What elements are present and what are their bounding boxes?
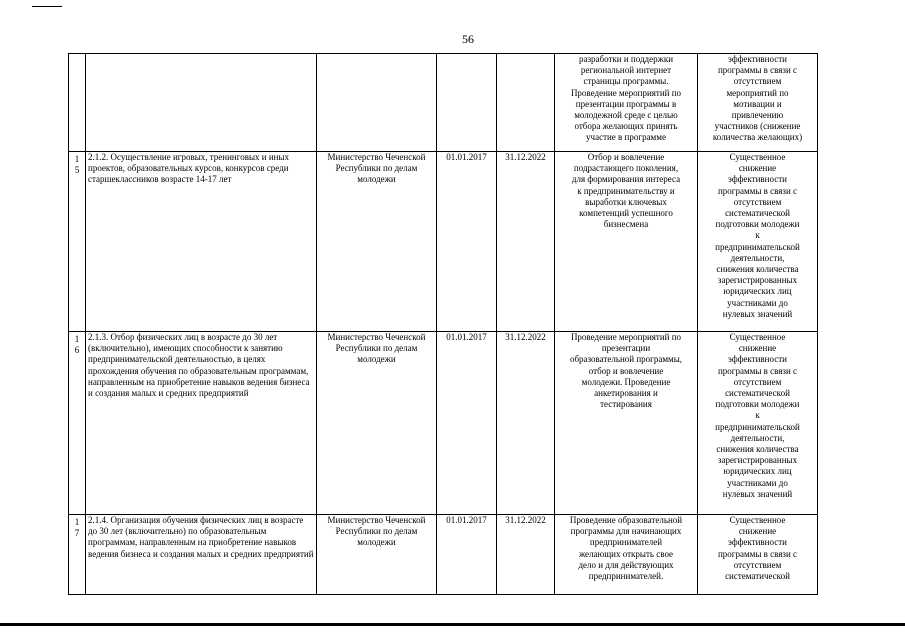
row-number [69,152,86,332]
actions-cell-line: молодежи. Проведение [581,376,671,387]
consequences-cell-line: снижение [738,526,777,537]
actions-cell-line: отбора желающих принять [574,121,678,132]
actions-cell [555,54,698,152]
actions-cell-line: дело и для действующих [578,559,674,570]
activity-cell: 2.1.2. Осуществление игровых, тренинговых и иных проектов, образовательных курсов, конкурсов среди старшеклассников возрасте 14-17 лет [86,152,317,332]
consequences-cell-line: привлечению [731,110,784,121]
actions-cell-line: к предпринимательству и [577,185,675,196]
consequences-cell-line: подготовки молодежи [715,219,800,230]
start-date-cell [437,54,497,152]
consequences-cell-line: деятельности, [730,432,785,443]
actions-cell-line: участие в программе [586,132,666,143]
table-row [69,54,818,152]
consequences-cell-line: снижение [738,163,777,174]
consequences-cell-line: снижения количества [716,444,799,455]
consequences-cell-line: деятельности, [730,252,785,263]
consequences-cell-line: снижения количества [716,264,799,275]
consequences-cell-line: к [755,410,760,421]
row-number-line: 5 [74,165,80,176]
executor-cell: Министерство Чеченской Республики по делам молодежи [317,152,437,332]
consequences-cell [698,54,818,152]
consequences-cell-line: программы в связи с [717,365,798,376]
row-number-line: 7 [74,528,80,539]
consequences-cell-line: к [755,230,760,241]
actions-cell-line: Проведение образовательной [569,515,683,525]
consequences-cell-line: отсутствием [733,559,782,570]
activity-cell: 2.1.3. Отбор физических лиц в возрасте до 30 лет (включительно), имеющих способности к занятию предпринимательской деятельностью, в целях прохождения обучения по образовательным программам, направленным на приобретение навыков ведения бизнеса и создания малых и средних предприятий [86,332,317,515]
consequences-cell-line: снижение [738,343,777,354]
top-rule [32,6,62,7]
actions-cell-line: компетенций успешного [579,208,673,219]
consequences-cell-line: эффективности [728,537,787,548]
row-number-line: 1 [74,154,80,164]
consequences-cell-line: зарегистрированных [717,275,798,286]
consequences-cell-line: нулевых значений [722,488,793,499]
actions-cell [555,152,698,332]
consequences-cell-line: Существенное [729,152,786,162]
activity-cell [86,54,317,152]
executor-cell [317,54,437,152]
actions-cell-line: выработки ключевых [585,196,667,207]
end-date-cell [497,54,555,152]
consequences-cell [698,515,818,595]
actions-cell-line: отбор и вовлечение [588,365,664,376]
actions-cell-line: Проведение мероприятий по [570,332,682,342]
consequences-cell-line: Существенное [729,515,786,525]
actions-cell-line: Проведение мероприятий по [570,87,682,98]
row-number [69,54,86,152]
executor-cell: Министерство Чеченской Республики по делам молодежи [317,515,437,595]
actions-cell-line: подрастающего поколения, [573,163,679,174]
start-date-cell: 01.01.2017 [437,515,497,595]
consequences-cell-line: эффективности [728,354,787,365]
end-date-cell: 31.12.2022 [497,515,555,595]
actions-cell [555,515,698,595]
actions-cell-line: Отбор и вовлечение [587,152,665,162]
consequences-cell-line: мотивации и [733,98,782,109]
consequences-cell-line: участниками до [727,477,788,488]
consequences-cell-line: юридических лиц [723,466,792,477]
consequences-cell-line: предпринимательской [715,421,800,432]
end-date-cell: 31.12.2022 [497,332,555,515]
start-date-cell: 01.01.2017 [437,332,497,515]
row-number [69,515,86,595]
table-body [69,54,818,595]
table-row [69,332,818,515]
actions-cell-line: страницы программы. [583,76,669,87]
row-number-line: 1 [74,334,80,344]
actions-cell-line: предпринимателей. [588,571,664,582]
consequences-cell-line: систематической [725,208,790,219]
actions-cell-line: региональной интернет [580,65,672,76]
consequences-cell-line: мероприятий по [726,87,789,98]
actions-cell-line: разработки и поддержки [578,54,674,64]
consequences-cell-line: программы в связи с [717,65,798,76]
consequences-cell-line: количества желающих) [712,132,803,143]
bottom-rule [0,623,905,626]
actions-cell-line: программы для начинающих [570,526,682,537]
consequences-cell-line: зарегистрированных [717,455,798,466]
actions-cell-line: молодежной среде с целью [574,110,678,121]
consequences-cell-line: программы в связи с [717,548,798,559]
page-number: 56 [462,32,474,46]
consequences-cell-line: предпринимательской [715,241,800,252]
row-number [69,332,86,515]
actions-cell-line: предпринимателей [589,537,663,548]
actions-cell-line: бизнесмена [603,219,649,230]
start-date-cell: 01.01.2017 [437,152,497,332]
consequences-cell [698,152,818,332]
table-row [69,152,818,332]
row-number-line: 1 [74,517,80,527]
end-date-cell: 31.12.2022 [497,152,555,332]
consequences-cell-line: участников (снижение [714,121,801,132]
consequences-cell-line: эффективности [728,54,787,64]
actions-cell-line: презентации программы в [575,98,677,109]
consequences-cell-line: нулевых значений [722,308,793,319]
consequences-cell-line: эффективности [728,174,787,185]
consequences-cell-line: отсутствием [733,76,782,87]
consequences-cell-line: систематической [725,388,790,399]
actions-cell-line: образовательной программы, [569,354,683,365]
consequences-cell-line: отсутствием [733,376,782,387]
consequences-cell-line: отсутствием [733,196,782,207]
table-row [69,515,818,595]
actions-cell-line: анкетирования и [594,388,658,399]
actions-cell-line: тестирования [600,399,652,410]
consequences-cell [698,332,818,515]
actions-cell [555,332,698,515]
program-table [68,53,818,595]
consequences-cell-line: подготовки молодежи [715,399,800,410]
actions-cell-line: для формирования интереса [571,174,681,185]
consequences-cell-line: систематической [725,571,790,582]
executor-cell: Министерство Чеченской Республики по делам молодежи [317,332,437,515]
consequences-cell-line: участниками до [727,297,788,308]
actions-cell-line: желающих открыть свое [578,548,674,559]
activity-cell: 2.1.4. Организация обучения физических лиц в возрасте до 30 лет (включительно) по образовательным программам, направленным на приобретение навыков ведения бизнеса и создания малых и средних предприятий [86,515,317,595]
consequences-cell-line: Существенное [729,332,786,342]
consequences-cell-line: юридических лиц [723,286,792,297]
row-number-line: 6 [74,345,80,356]
actions-cell-line: презентации [601,343,651,354]
consequences-cell-line: программы в связи с [717,185,798,196]
